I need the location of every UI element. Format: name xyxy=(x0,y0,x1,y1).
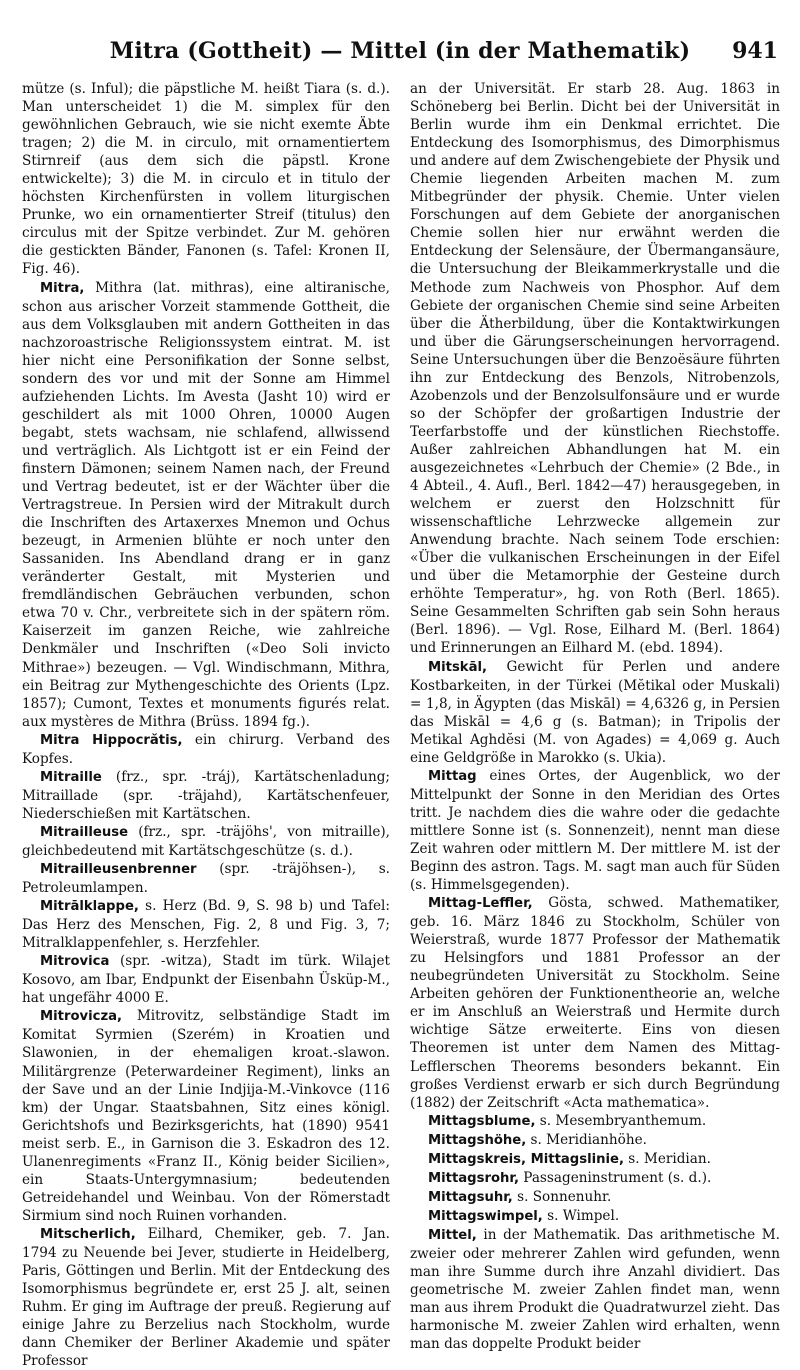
dictionary-entry xyxy=(22,768,390,823)
dictionary-entry xyxy=(22,897,390,952)
entry-text: Mitrovitz, selbständige Stadt im Komitat Syrmien (Szerém) in Kroatien und Slawonien, in der ehemaligen kroat.-slawon. Militärgrenze (Peterwardeiner Regiment), links an der Save und an der Linie Indjija-M.-Vinkovce (116 km) der Ungar. Staatsbahnen, Sitz eines königl. Gerichtshofs und Bezirksgerichts, hat (1890) 9541 meist serb. E., in Garnison die 3. Eskadron des 12. Ulanenregiments «Franz II., König beider Sicilien», ein Staats-Untergymnasium; bedeutenden Getreidehandel und Weinbau. Von der Römerstadt Sirmium sind noch Ruinen vorhanden. xyxy=(22,1008,390,1224)
entry-text: in der Mathematik. Das arithmetische M. zweier oder mehrerer Zahlen wird gefunden, wenn man ihre Summe durch ihre Anzahl dividiert. Das geometrische M. zweier Zahlen findet man, wenn man aus ihrem Produkt die Quadratwurzel zieht. Das harmonische M. zweier Zahlen wird erhalten, wenn man das doppelte Produkt beider xyxy=(410,1226,780,1353)
entry-headword: Mitrovica xyxy=(40,954,110,970)
entry-headword: Mitscherlich, xyxy=(40,1226,136,1242)
entry-text: (frz., spr. -träjöhs', von mitraille), gleichbedeutend mit Kartätschgeschütze (s. d.). xyxy=(22,823,390,859)
entry-text: ein chirurg. Verband des Kopfes. xyxy=(22,731,390,767)
dictionary-entry xyxy=(410,894,780,1112)
running-title: Mitra (Gottheit) — Mittel (in der Mathematik) xyxy=(109,38,691,64)
dictionary-entry xyxy=(410,1188,780,1207)
entry-headword: Mittag-Leffler, xyxy=(428,896,533,912)
dictionary-entry xyxy=(22,860,390,897)
entry-text: eines Ortes, der Augenblick, wo der Mittelpunkt der Sonne in den Meridian des Ortes tritt. Je nachdem dies die wahre oder die gedachte mittlere Sonne ist (s. Sonnenzeit), nennt man diese Zeit wahren oder mittlern M. Der mittlere M. ist der Beginn des astron. Tags. M. sagt man auch für Süden (s. Himmelsgegenden). xyxy=(410,767,780,894)
dictionary-entry xyxy=(410,1150,780,1169)
entry-headword: Mitra Hippocrătis, xyxy=(40,732,183,748)
entry-headword: Mitrālklappe, xyxy=(40,899,139,915)
entry-text: Mithra (lat. mithras), eine altiranische, schon aus arischer Vorzeit stammende Gottheit, die aus dem Volksglauben mit andern Gottheiten in das nachzoroastrische Religionssystem eintrat. M. ist hier nicht eine Personifikation der Sonne selbst, sondern des vor und mit der Sonne am Himmel aufziehenden Lichts. Im Avesta (Jasht 10) wird er geschildert als mit 1000 Ohren, 10000 Augen begabt, stets wachsam, nie schlafend, allwissend und verträglich. Als Lichtgott ist er ein Feind der finstern Dämonen; seinem Namen nach, der Freund und Vertrag bedeutet, ist er der Wächter über die Vertragstreue. In Persien wird der Mitrakult durch die Inschriften des Artaxerxes Mnemon und Ochus bezeugt, in Armenien blühte er noch unter den Sassaniden. Ins Abendland drang er in ganz veränderter Gestalt, mit Mysterien und fremdländischen Gebräuchen verbunden, schon etwa 70 v. Chr., verbreitete sich in der spätern röm. Kaiserzeit im ganzen Reiche, wie zahlreiche Denkmäler und Inschriften («Deo Soli invicto Mithrae») bezeugen. — Vgl. Windischmann, Mithra, ein Beitrag zur Mythengeschichte des Orients (Lpz. 1857); Cumont, Textes et monuments figurés relat. aux mystères de Mithra (Brüss. 1894 fg.). xyxy=(22,279,390,730)
dictionary-entry xyxy=(410,658,780,767)
continued-paragraph xyxy=(410,80,780,658)
entry-text: (spr. -witza), Stadt im türk. Wilajet Kosovo, am Ibar, Endpunkt der Eisenbahn Üsküp-M., hat ungefähr 4000 E. xyxy=(22,953,390,1007)
entry-headword: Mittagswimpel, xyxy=(428,1208,543,1224)
entry-text: (frz., spr. -tráj), Kartätschenladung; Mitraillade (spr. -träjahd), Kartätschenfeuer, Niederschießen mit Kartätschen. xyxy=(22,768,390,822)
dictionary-entry xyxy=(22,823,390,860)
dictionary-entry xyxy=(22,1007,390,1225)
entry-text: s. Herz (Bd. 9, S. 98 b) und Tafel: Das Herz des Menschen, Fig. 2, 8 und Fig. 3, 7; Mitralklappenfehler, s. Herzfehler. xyxy=(22,898,390,952)
entry-headword: Mittag xyxy=(428,768,477,784)
left-column xyxy=(22,80,390,1370)
page-number: 941 xyxy=(732,38,778,64)
dictionary-entry xyxy=(410,1226,780,1353)
right-column xyxy=(410,80,780,1353)
entry-text: s. Wimpel. xyxy=(542,1207,620,1224)
entry-headword: Mittel, xyxy=(428,1227,477,1243)
dictionary-entry xyxy=(410,1112,780,1131)
dictionary-entry xyxy=(22,279,390,731)
entry-headword: Mitrailleusenbrenner xyxy=(40,862,197,878)
entry-text: s. Meridian. xyxy=(623,1150,711,1167)
entry-text: Gewicht für Perlen und andere Kostbarkeiten, in der Türkei (Mĕtikal oder Muskali) = 1,8, in Ägypten (das Miskāl) = 4,6326 g, in Persien das Miskāl = 4,6 g (s. Batman); in Tripolis der Metikal Aghdĕsi (M. von Agades) = 4,069 g. Auch eine Geldgröße in Marokko (s. Ukia). xyxy=(410,658,780,766)
entry-text: Eilhard, Chemiker, geb. 7. Jan. 1794 zu Neuende bei Jever, studierte in Heidelberg, Paris, Göttingen und Berlin. Mit der Entdeckung des Isomorphismus begründete er, erst 25 J. alt, seinen Ruhm. Er ging im Auftrage der preuß. Regierung auf einige Jahre zu Berzelius nach Stockholm, wurde dann Chemiker der Berliner Akademie und später Professor xyxy=(22,1225,390,1370)
entry-text: Gösta, schwed. Mathematiker, geb. 16. März 1846 zu Stockholm, Schüler von Weierstraß, wurde 1877 Professor der Mathematik zu Helsingfors und 1881 Professor an der neubegründeten Universität zu Stockholm. Seine Arbeiten gehören der Funktionentheorie an, welche er im Anschluß an Weierstraß und Hermite durch wichtige Sätze erweiterte. Eins von diesen Theoremen ist unter dem Namen des Mittag-Lefflerschen Theorems besonders bekannt. Ein großes Verdienst erwarb er sich durch Begründung (1882) der Zeitschrift «Acta mathematica». xyxy=(410,895,780,1111)
entry-text: (spr. -träjöhsen-), s. Petroleumlampen. xyxy=(22,861,390,897)
page-header xyxy=(0,38,800,70)
entry-text: s. Sonnenuhr. xyxy=(512,1188,612,1205)
entry-headword: Mittagskreis, Mittagslinie, xyxy=(428,1151,624,1167)
continued-paragraph xyxy=(22,80,390,279)
entry-headword: Mitskāl, xyxy=(428,659,487,675)
dictionary-entry xyxy=(22,952,390,1007)
entry-headword: Mitrailleuse xyxy=(40,824,129,840)
dictionary-entry xyxy=(410,1169,780,1188)
dictionary-entry xyxy=(410,1207,780,1226)
entry-headword: Mitra, xyxy=(40,280,85,296)
entry-text: mütze (s. Inful); die päpstliche M. heißt Tiara (s. d.). Man unterscheidet 1) die M. simplex für den gewöhnlichen Gebrauch, wie sie nicht exemte Äbte tragen; 2) die M. in circulo, mit ornamentiertem Stirnreif (aus dem sich die päpstl. Krone entwickelte); 3) die M. in circulo et in titulo der höchsten Kirchenfürsten in vollem liturgischen Prunke, wo ein ornamentierter Streif (titulus) den circulus mit der Spitze verbindet. Zur M. gehören die gestickten Bänder, Fanonen (s. Tafel: Kronen II, Fig. 46). xyxy=(22,81,390,278)
entry-headword: Mittagsrohr, xyxy=(428,1170,519,1186)
entry-headword: Mittagshöhe, xyxy=(428,1132,527,1148)
entry-text: s. Meridianhöhe. xyxy=(526,1131,647,1148)
entry-headword: Mitraille xyxy=(40,769,102,785)
entry-headword: Mittagsblume, xyxy=(428,1113,536,1129)
dictionary-entry xyxy=(22,1225,390,1370)
dictionary-entry xyxy=(410,767,780,894)
entry-text: s. Mesembryanthemum. xyxy=(535,1112,707,1129)
entry-text: Passageninstrument (s. d.). xyxy=(518,1169,712,1186)
dictionary-entry xyxy=(410,1131,780,1150)
entry-text: an der Universität. Er starb 28. Aug. 1863 in Schöneberg bei Berlin. Dicht bei der Universität in Berlin wurde ihm ein Denkmal errichtet. Die Entdeckung des Isomorphismus, des Dimorphismus und andere auf dem Zwischengebiete der Physik und Chemie liegenden Arbeiten machen M. zum Mitbegründer der physik. Chemie. Unter vielen Forschungen auf dem Gebiete der anorganischen Chemie sollen hier nur erwähnt werden die Entdeckung der Selensäure, der Übermangansäure, die Untersuchung der Bleikammerkrystalle und die Methode zum Nachweis von Phosphor. Auf dem Gebiete der organischen Chemie sind seine Arbeiten über die Ätherbildung, über die Kontaktwirkungen und über die Gärungserscheinungen hervorragend. Seine Untersuchungen über die Benzoësäure führten ihn zur Entdeckung des Benzols, Nitrobenzols, Azobenzols und der Benzolsulfonsäure und er wurde so der Schöpfer der großartigen Industrie der Teerfarbstoffe und der künstlichen Riechstoffe. Außer zahlreichen Abhandlungen hat M. ein ausgezeichnetes «Lehrbuch der Chemie» (2 Bde., in 4 Abteil., 4. Aufl., Berl. 1842—47) herausgegeben, in welchem er zuerst den Holzschnitt für wissenschaftliche Lehrzwecke allgemein zur Anwendung brachte. Nach seinem Tode erschien: «Über die vulkanischen Erscheinungen in der Eifel und über die Metamorphie der Gesteine durch erhöhte Temperatur», hg. von Roth (Berl. 1865). Seine Gesammelten Schriften gab sein Sohn heraus (Berl. 1896). — Vgl. Rose, Eilhard M. (Berl. 1864) und Erinnerungen an Eilhard M. (ebd. 1894). xyxy=(410,81,780,657)
entry-headword: Mittagsuhr, xyxy=(428,1189,513,1205)
dictionary-entry xyxy=(22,731,390,768)
entry-headword: Mitrovicza, xyxy=(40,1009,123,1025)
